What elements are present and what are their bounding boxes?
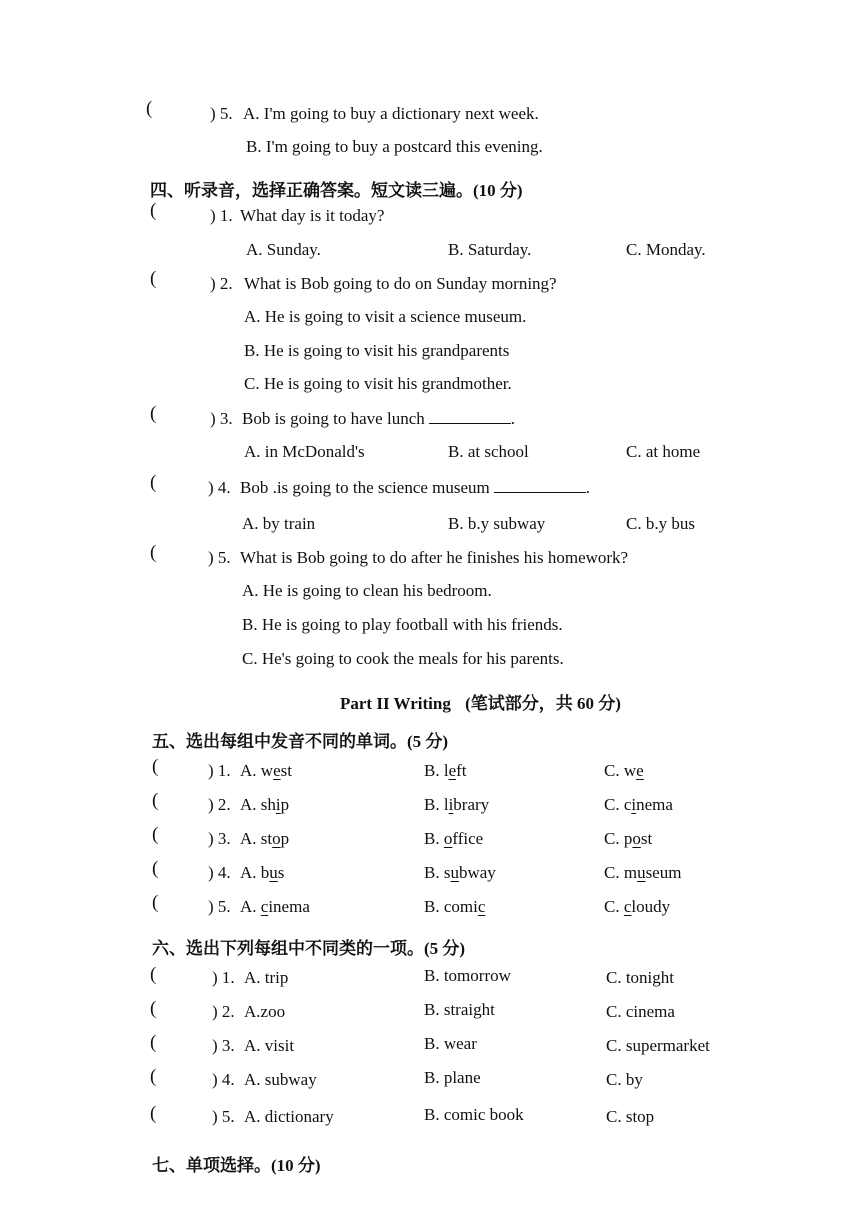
option-a: A. subway bbox=[244, 1070, 317, 1089]
word-part: B. s bbox=[424, 863, 451, 882]
option-a bbox=[240, 829, 289, 849]
option-b: B. plane bbox=[424, 1068, 481, 1087]
word-part: nema bbox=[636, 795, 673, 814]
underlined-letter: o bbox=[272, 829, 281, 848]
part-title-note: (笔试部分，共 60 分) bbox=[465, 694, 621, 713]
word-part: seum bbox=[645, 863, 682, 882]
word-part: inema bbox=[268, 897, 310, 916]
section-title-5: 五、选出每组中发音不同的单词。(5 分) bbox=[152, 732, 449, 751]
answer-paren[interactable]: ( bbox=[150, 1032, 157, 1053]
word-part: A. b bbox=[240, 863, 270, 882]
question-number: ) 1. bbox=[208, 761, 231, 780]
underlined-letter: e bbox=[448, 761, 457, 780]
part-title-label: Part II Writing bbox=[340, 694, 451, 713]
answer-blank[interactable] bbox=[429, 423, 511, 424]
answer-paren[interactable]: ( bbox=[150, 200, 157, 221]
question-number: ) 4. bbox=[208, 478, 231, 497]
word-part: C. m bbox=[604, 863, 638, 882]
option-a: A. He is going to clean his bedroom. bbox=[242, 581, 492, 600]
question-number: ) 5. bbox=[208, 897, 231, 916]
word-part: C. c bbox=[604, 795, 632, 814]
option-a: A. in McDonald's bbox=[244, 442, 365, 461]
option-a: A. I'm going to buy a dictionary next week. bbox=[243, 104, 539, 123]
underlined-letter: c bbox=[260, 897, 269, 916]
answer-paren[interactable]: ( bbox=[152, 892, 159, 913]
underlined-letter: i bbox=[631, 795, 637, 814]
word-part: A. sh bbox=[240, 795, 276, 814]
question-end: . bbox=[585, 478, 591, 497]
underlined-letter: u bbox=[637, 863, 646, 882]
option-c: C. cinema bbox=[606, 1002, 675, 1021]
option-b: B. He is going to visit his grandparents bbox=[244, 341, 510, 360]
question-number: ) 5. bbox=[210, 104, 233, 123]
underlined-letter: c bbox=[477, 897, 486, 916]
answer-paren[interactable]: ( bbox=[150, 1066, 157, 1087]
question-text-body: Bob .is going to the science museum bbox=[240, 478, 490, 497]
option-a: A.zoo bbox=[244, 1002, 286, 1021]
option-b bbox=[424, 795, 489, 815]
underlined-letter: e bbox=[636, 761, 644, 780]
option-b: B. I'm going to buy a postcard this evening. bbox=[246, 137, 543, 156]
question-number: ) 3. bbox=[208, 829, 231, 848]
question-number: ) 3. bbox=[212, 1036, 235, 1055]
word-part: B. comi bbox=[424, 897, 478, 916]
question-number: ) 2. bbox=[208, 795, 231, 814]
answer-paren[interactable]: ( bbox=[146, 98, 153, 119]
question-number: ) 3. bbox=[210, 409, 233, 428]
section-title-7: 七、单项选择。(10 分) bbox=[152, 1156, 321, 1175]
section-title-6: 六、选出下列每组中不同类的一项。(5 分) bbox=[152, 939, 466, 958]
answer-paren[interactable]: ( bbox=[150, 403, 157, 424]
option-c: C. stop bbox=[606, 1107, 655, 1126]
underlined-letter: e bbox=[273, 761, 281, 780]
option-b: B. wear bbox=[424, 1034, 477, 1053]
option-c bbox=[604, 761, 644, 781]
word-part: C. p bbox=[604, 829, 633, 848]
question-text bbox=[240, 478, 590, 498]
option-a: A. Sunday. bbox=[246, 240, 321, 259]
option-b: B. comic book bbox=[424, 1105, 524, 1124]
word-part: ft bbox=[456, 761, 467, 780]
underlined-letter: o bbox=[443, 829, 453, 848]
option-a: A. visit bbox=[244, 1036, 295, 1055]
answer-paren[interactable]: ( bbox=[150, 268, 157, 289]
option-a bbox=[240, 795, 289, 815]
underlined-letter: u bbox=[269, 863, 278, 882]
word-part: loudy bbox=[631, 897, 671, 916]
option-a bbox=[240, 897, 310, 917]
answer-paren[interactable]: ( bbox=[150, 998, 157, 1019]
word-part: A. bbox=[240, 897, 261, 916]
word-part: st bbox=[640, 829, 653, 848]
word-part: s bbox=[277, 863, 285, 882]
option-c: C. He is going to visit his grandmother. bbox=[244, 374, 512, 393]
option-c: C. b.y bus bbox=[626, 514, 695, 533]
answer-paren[interactable]: ( bbox=[150, 1103, 157, 1124]
option-a: A. by train bbox=[242, 514, 316, 533]
word-part: C. w bbox=[604, 761, 637, 780]
question-number: ) 2. bbox=[210, 274, 233, 293]
question-number: ) 5. bbox=[208, 548, 231, 567]
answer-paren[interactable]: ( bbox=[152, 790, 159, 811]
word-part: brary bbox=[453, 795, 490, 814]
option-c bbox=[604, 863, 681, 883]
word-part: p bbox=[280, 829, 290, 848]
answer-paren[interactable]: ( bbox=[150, 964, 157, 985]
underlined-letter: o bbox=[632, 829, 641, 848]
option-b: B. He is going to play football with his friends. bbox=[242, 615, 563, 634]
answer-paren[interactable]: ( bbox=[150, 472, 157, 493]
word-part: bway bbox=[458, 863, 496, 882]
option-a: A. trip bbox=[244, 968, 289, 987]
question-number: ) 1. bbox=[210, 206, 233, 225]
option-c bbox=[604, 897, 670, 917]
option-a bbox=[240, 761, 292, 781]
answer-paren[interactable]: ( bbox=[150, 542, 157, 563]
question-text-body: Bob is going to have lunch bbox=[242, 409, 425, 428]
question-number: ) 2. bbox=[212, 1002, 235, 1021]
option-b: B. straight bbox=[424, 1000, 495, 1019]
answer-paren[interactable]: ( bbox=[152, 824, 159, 845]
option-c bbox=[604, 829, 652, 849]
question-end: . bbox=[510, 409, 515, 428]
option-a: A. dictionary bbox=[244, 1107, 334, 1126]
option-c: C. He's going to cook the meals for his parents. bbox=[242, 649, 564, 668]
underlined-letter: i bbox=[448, 795, 454, 814]
option-c: C. at home bbox=[626, 442, 701, 461]
underlined-letter: i bbox=[275, 795, 281, 814]
word-part: st bbox=[280, 761, 292, 780]
word-part: ffice bbox=[452, 829, 484, 848]
section-title-4: 四、听录音，选择正确答案。短文读三遍。(10 分) bbox=[150, 181, 523, 200]
word-part: A. st bbox=[240, 829, 273, 848]
question-number: ) 4. bbox=[212, 1070, 235, 1089]
underlined-letter: c bbox=[623, 897, 632, 916]
underlined-letter: u bbox=[450, 863, 459, 882]
question-number: ) 4. bbox=[208, 863, 231, 882]
answer-paren[interactable]: ( bbox=[152, 858, 159, 879]
option-c: C. tonight bbox=[606, 968, 675, 987]
option-c: C. by bbox=[606, 1070, 643, 1089]
question-number: ) 5. bbox=[212, 1107, 235, 1126]
word-part: p bbox=[280, 795, 290, 814]
answer-blank[interactable] bbox=[494, 492, 586, 493]
option-b: B. tomorrow bbox=[424, 966, 511, 985]
option-b: B. b.y subway bbox=[448, 514, 546, 533]
option-b bbox=[424, 897, 485, 917]
word-part: B. l bbox=[424, 795, 449, 814]
part-title bbox=[340, 689, 621, 714]
option-b: B. at school bbox=[448, 442, 529, 461]
question-text: What is Bob going to do on Sunday morning? bbox=[244, 274, 557, 293]
answer-paren[interactable]: ( bbox=[152, 756, 159, 777]
question-text bbox=[242, 409, 515, 429]
option-b bbox=[424, 829, 483, 849]
word-part: C. bbox=[604, 897, 624, 916]
question-text: What day is it today? bbox=[240, 206, 385, 225]
option-b bbox=[424, 761, 467, 781]
option-c: C. Monday. bbox=[626, 240, 706, 259]
word-part: B. bbox=[424, 829, 444, 848]
word-part: A. w bbox=[240, 761, 274, 780]
question-number: ) 1. bbox=[212, 968, 235, 987]
option-a bbox=[240, 863, 284, 883]
option-c: C. supermarket bbox=[606, 1036, 710, 1055]
option-b: B. Saturday. bbox=[448, 240, 532, 259]
question-text: What is Bob going to do after he finishes his homework? bbox=[240, 548, 629, 567]
option-b bbox=[424, 863, 496, 883]
option-c bbox=[604, 795, 673, 815]
option-a: A. He is going to visit a science museum. bbox=[244, 307, 527, 326]
word-part: B. l bbox=[424, 761, 449, 780]
